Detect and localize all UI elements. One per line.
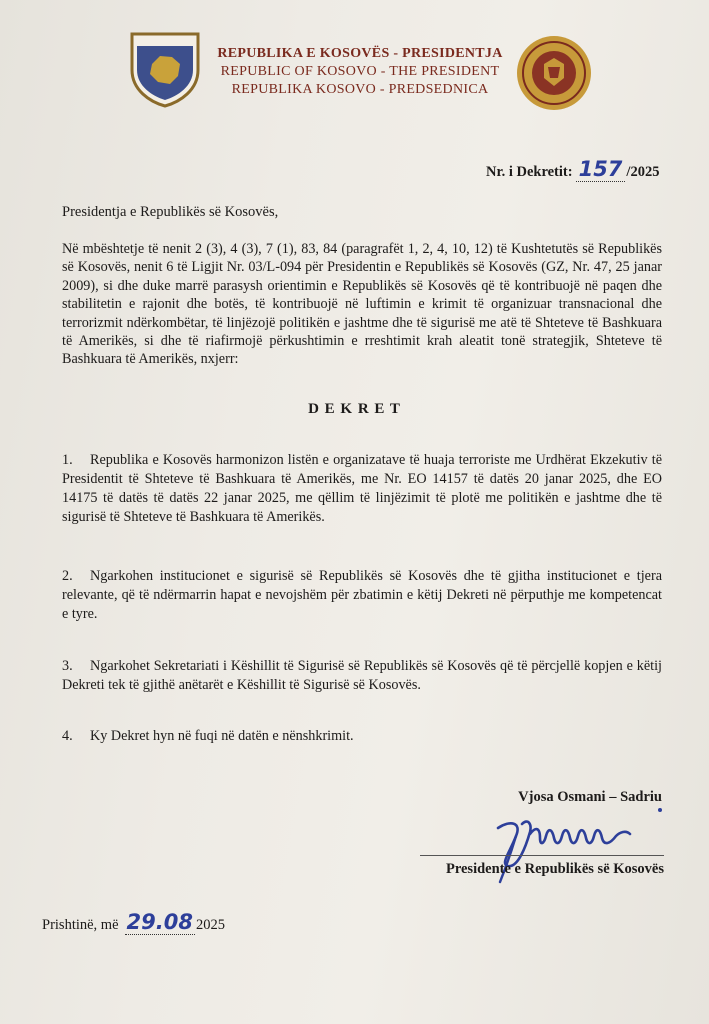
letterhead-line-albanian: REPUBLIKA E KOSOVËS - PRESIDENTJA <box>217 46 503 61</box>
decree-item-3 <box>62 657 662 695</box>
preamble-paragraph: Në mbështetje të nenit 2 (3), 4 (3), 7 (1), 83, 84 (paragrafët 1, 2, 4, 10, 12) të Kushtetutës së Republikës së Kosovës, nenit 6 të Ligjit Nr. 03/L-094 për Presidentin e Republikës së Kosovës (GZ, Nr. 47, 25 janar 2009), si dhe duke marrë parasysh orientimin e Republikës së Kosovës që të kontribuojë në paqen dhe stabilitetin e rajonit dhe botës, të kontribuojë në luftimin e krimit të organizuar transnacional dhe terrorizmit ndërkombëtar, të linjëzojë politikën e jashtme dhe të sigurisë me atë të Shteteve të Bashkuara të Amerikës, si dhe të riafirmojë përkushtimin e rreshtimit krah aleatit tonë strategjik, Shteteve të Bashkuara të Amerikës, nxjerr: <box>62 241 662 368</box>
item-number: 3. <box>62 658 73 674</box>
item-text: Ky Dekret hyn në fuqi në datën e nënshkrimit. <box>90 728 354 744</box>
signatory-title: Presidente e Republikës së Kosovës <box>445 861 664 877</box>
item-number: 4. <box>62 728 73 744</box>
decree-date <box>42 910 225 934</box>
date-handwritten: 29.08 <box>126 910 193 934</box>
decree-number-label: Nr. i Dekretit: <box>486 164 573 180</box>
salutation: Presidentja e Republikës së Kosovës, <box>62 204 279 220</box>
decree-item-2 <box>62 567 662 624</box>
decree-item-1 <box>62 451 662 527</box>
item-number: 1. <box>62 452 73 468</box>
date-label: Prishtinë, më <box>42 917 119 933</box>
decree-number <box>486 157 659 181</box>
item-text: Republika e Kosovës harmonizon listën e organizatave të huaja terroriste me Urdhërat Ekzekutiv të Presidentit të Shteteve të Bashkuara të Amerikës, me Nr. EO 14157 të datës 20 janar 2025, dhe EO 14175 të datës të datës 22 janar 2025, me qëllim të linjëzimit të plotë me politikën e jashtme dhe të sigurisë të Shteteve të Bashkuara të Amerikës. <box>62 452 662 525</box>
decree-number-handwritten: 157 <box>576 157 626 182</box>
item-text: Ngarkohet Sekretariati i Këshillit të Sigurisë së Republikës së Kosovës që të përcjellë kopjen e këtij Dekreti tek të gjithë anëtarët e Këshillit të Sigurisë së Kosovës. <box>62 658 662 693</box>
date-year: 2025 <box>195 917 225 933</box>
signatory-name: Vjosa Osmani – Sadriu <box>518 789 662 805</box>
item-number: 2. <box>62 568 73 584</box>
decree-title: D E K R E T <box>308 401 401 417</box>
decree-number-year: /2025 <box>626 164 660 180</box>
letterhead-line-serbian: REPUBLIKA KOSOVO - PREDSEDNICA <box>231 82 489 97</box>
presidential-seal-icon <box>514 34 594 112</box>
signature-line <box>420 855 664 856</box>
letterhead-line-english: REPUBLIC OF KOSOVO - THE PRESIDENT <box>220 64 500 79</box>
decree-item-4 <box>62 727 662 746</box>
item-text: Ngarkohen institucionet e sigurisë së Republikës së Kosovës dhe të gjitha institucionet e tjera relevante, që të ndërmarrin hapat e nevojshëm për zbatimin e këtij Dekreti në përputhje me kompetencat e tyre. <box>62 568 662 622</box>
kosovo-coat-of-arms-icon <box>128 30 202 108</box>
